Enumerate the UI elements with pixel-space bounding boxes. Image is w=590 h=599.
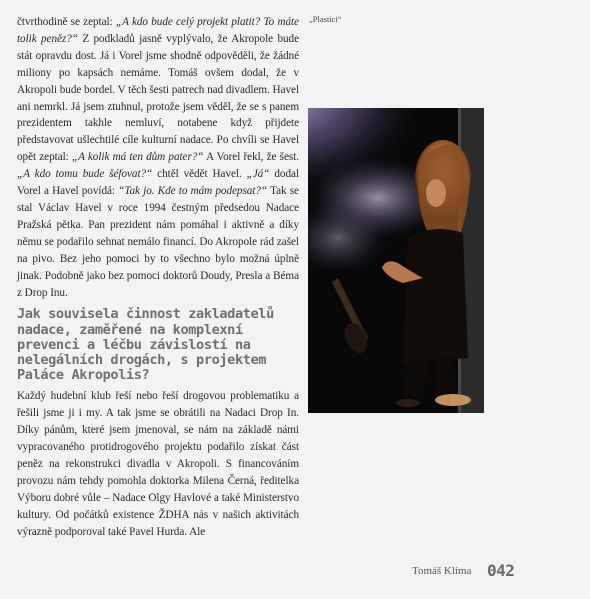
italic-quote: „A kdo tomu bude šéfovat?“: [17, 168, 153, 181]
body-text: dodal Vorel a Havel povídá:: [17, 168, 299, 198]
italic-quote: „Já“: [246, 168, 270, 181]
page-number: 042: [487, 561, 515, 580]
footer-author: Tomáš Klíma: [412, 565, 472, 577]
photo-caption: „Plastici“: [309, 14, 342, 24]
answer-paragraph: Každý hudební klub řeší nebo řeší drogovou problematiku a řešili jsme ji i my. A tak jsme se obrátili na Nadaci Drop In. Díky pánům, které jsem jmenoval, se nám na základě námi vypracovaného protidrogového projektu podařilo získat část peněz na rekonstrukci divadla v Akropoli. S financováním provozu nám tehdy pomohla doktorka Milena Černá, ředitelka Výboru dobré vůle – Nadace Olgy Havlové a také Ministerstvo kultury. Od počátků existence ŽDHA nás v našich aktivitách výrazně podporoval také Pavel Hurda. Ale: [17, 390, 299, 538]
body-text: chtěl vědět Havel.: [152, 168, 247, 181]
body-text: čtvrthodině se zeptal:: [17, 16, 116, 28]
body-text: Z podkladů jasně vyplývalo, že Akropole bude stát opravdu dost. Já i Vorel jsme shodně odpověděli, že žádné miliony po kapsách nemáme. Tomáš ovšem dodal, že v Akropoli bude bordel. V těch šesti patrech nad divadlem. Havel ani nemrkl. Já jsem ztuhnul, protože jsem věděl, že se s panem prezidentem takhle nemluví, notabene když přijdete představovat ušlechtilé cíle kulturní nadace. Po chvíli se Havel opět zeptal:: [17, 32, 300, 164]
body-text: Tak se stal Václav Havel v roce 1994 čestným předsedou Nadace Pražská pětka. Pan prezident nám pomáhal i aktivně a díky němu se podařilo sehnat nemálo financí. Do Akropole rád zašel na pivo. Bez jeho pomoci by to všechno bylo možná úplně jinak. Podobně jako bez pomoci doktorů Doudy, Presla a Béma z Drop Inu.: [17, 185, 299, 299]
concert-photo: [308, 108, 484, 413]
text-column: [17, 14, 299, 541]
body-text: A Vorel řekl, že šest.: [203, 151, 299, 164]
musician-photo-illustration: [308, 108, 484, 413]
italic-quote: „A kolik má ten dům pater?“: [71, 151, 204, 164]
italic-quote: “Tak jo. Kde to mám podepsat?“: [118, 185, 268, 198]
intro-paragraph: [17, 14, 299, 301]
italic-quote: „A kdo bude celý projekt platit? To máte tolik peněz?“: [17, 16, 299, 45]
question-heading: Jak souvisela činnost zakladatelů nadace, zaměřené na komplexní prevenci a léčbu závislostí na nelegálních drogách, s projektem Paláce Akropolis?: [17, 306, 274, 384]
